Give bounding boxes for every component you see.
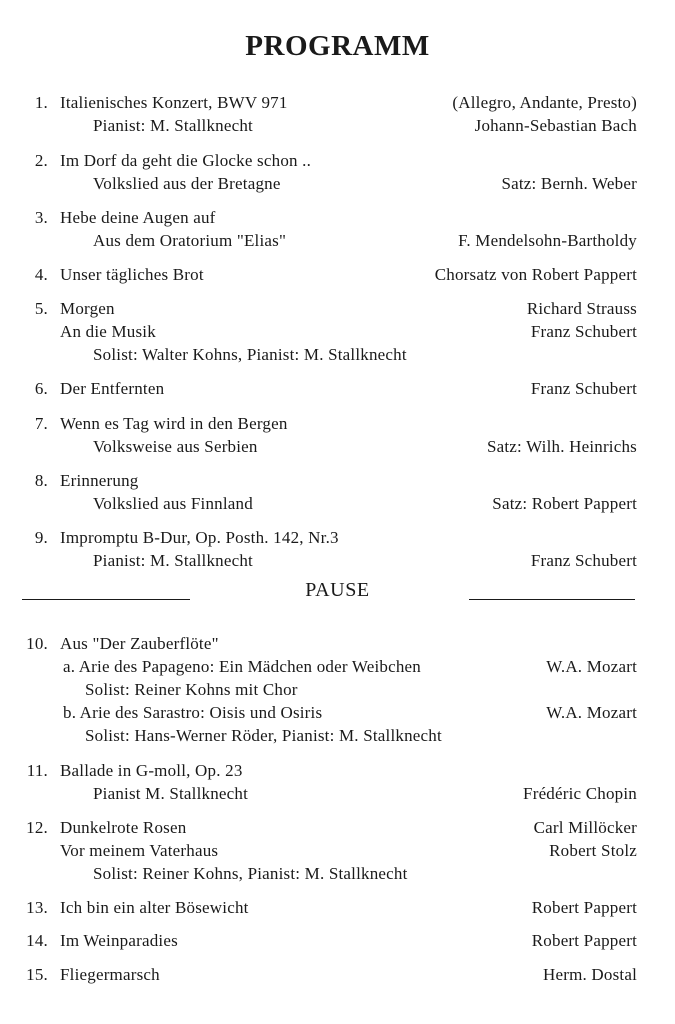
item-composer: F. Mendelsohn-Bartholdy [458, 231, 637, 250]
item-arranger: Chorsatz von Robert Pappert [434, 265, 637, 284]
item-number: 1. [34, 93, 48, 112]
item-subtitle: Volksweise aus Serbien [93, 437, 258, 456]
page-title: PROGRAMM [245, 30, 430, 62]
item-composer: Johann-Sebastian Bach [474, 116, 637, 135]
item-number: 14. [26, 931, 48, 950]
item-number: 2. [34, 151, 48, 170]
item-title: Der Entfernten [60, 379, 165, 398]
item-title: Italienisches Konzert, BWV 971 [60, 93, 288, 112]
item-arranger: Satz: Robert Pappert [492, 494, 637, 513]
item-title: Im Weinparadies [60, 931, 178, 950]
item-performer: Pianist: M. Stallknecht [93, 116, 253, 135]
item-aria-b: b. Arie des Sarastro: Oisis und Osiris [63, 703, 323, 722]
item-composer: Robert Pappert [531, 898, 637, 917]
item-arranger: Satz: Wilh. Heinrichs [486, 437, 637, 456]
item-composer: Richard Strauss [526, 299, 637, 318]
item-composer-second: Franz Schubert [530, 322, 637, 341]
item-number: 8. [34, 471, 48, 490]
item-composer-second: Robert Stolz [549, 841, 637, 860]
item-title: Aus "Der Zauberflöte" [60, 634, 219, 653]
item-number: 10. [26, 634, 48, 653]
item-title-second: An die Musik [60, 322, 156, 341]
item-title: Impromptu B-Dur, Op. Posth. 142, Nr.3 [60, 528, 339, 547]
item-subtitle: Volkslied aus Finnland [93, 494, 253, 513]
item-performer: Pianist: M. Stallknecht [93, 551, 253, 570]
item-number: 7. [34, 414, 48, 433]
item-number: 15. [26, 965, 48, 984]
item-title: Ballade in G-moll, Op. 23 [60, 761, 243, 780]
item-number: 4. [34, 265, 48, 284]
item-title: Im Dorf da geht die Glocke schon .. [60, 151, 312, 170]
item-number: 6. [34, 379, 48, 398]
item-aria-a: a. Arie des Papageno: Ein Mädchen oder Weibchen [63, 657, 421, 676]
item-number: 3. [34, 208, 48, 227]
item-composer: Franz Schubert [530, 551, 637, 570]
item-movements: (Allegro, Andante, Presto) [452, 93, 637, 112]
item-performer: Solist: Reiner Kohns mit Chor [85, 680, 298, 699]
item-composer: W.A. Mozart [546, 657, 637, 676]
item-title: Morgen [60, 299, 115, 318]
item-arranger: Satz: Bernh. Weber [501, 174, 637, 193]
item-title: Dunkelrote Rosen [60, 818, 187, 837]
item-number: 9. [34, 528, 48, 547]
item-composer: W.A. Mozart [546, 703, 637, 722]
item-title: Erinnerung [60, 471, 139, 490]
item-number: 5. [34, 299, 48, 318]
item-number: 12. [26, 818, 48, 837]
item-number: 13. [26, 898, 48, 917]
item-performer: Solist: Hans-Werner Röder, Pianist: M. Stallknecht [85, 726, 442, 745]
item-title: Fliegermarsch [60, 965, 160, 984]
item-composer: Herm. Dostal [543, 965, 637, 984]
item-performer: Pianist M. Stallknecht [93, 784, 249, 803]
pause-heading: PAUSE [305, 579, 370, 601]
divider-right [469, 599, 635, 600]
item-number: 11. [26, 761, 48, 780]
item-composer: Franz Schubert [530, 379, 637, 398]
item-composer: Robert Pappert [531, 931, 637, 950]
item-performer: Solist: Walter Kohns, Pianist: M. Stallknecht [93, 345, 407, 364]
item-title: Ich bin ein alter Bösewicht [60, 898, 249, 917]
item-composer: Frédéric Chopin [523, 784, 637, 803]
item-performer: Solist: Reiner Kohns, Pianist: M. Stallknecht [93, 864, 408, 883]
item-title-second: Vor meinem Vaterhaus [60, 841, 219, 860]
item-subtitle: Aus dem Oratorium "Elias" [93, 231, 287, 250]
item-composer: Carl Millöcker [533, 818, 637, 837]
item-title: Unser tägliches Brot [60, 265, 204, 284]
item-title: Wenn es Tag wird in den Bergen [60, 414, 288, 433]
item-title: Hebe deine Augen auf [60, 208, 216, 227]
item-subtitle: Volkslied aus der Bretagne [93, 174, 281, 193]
